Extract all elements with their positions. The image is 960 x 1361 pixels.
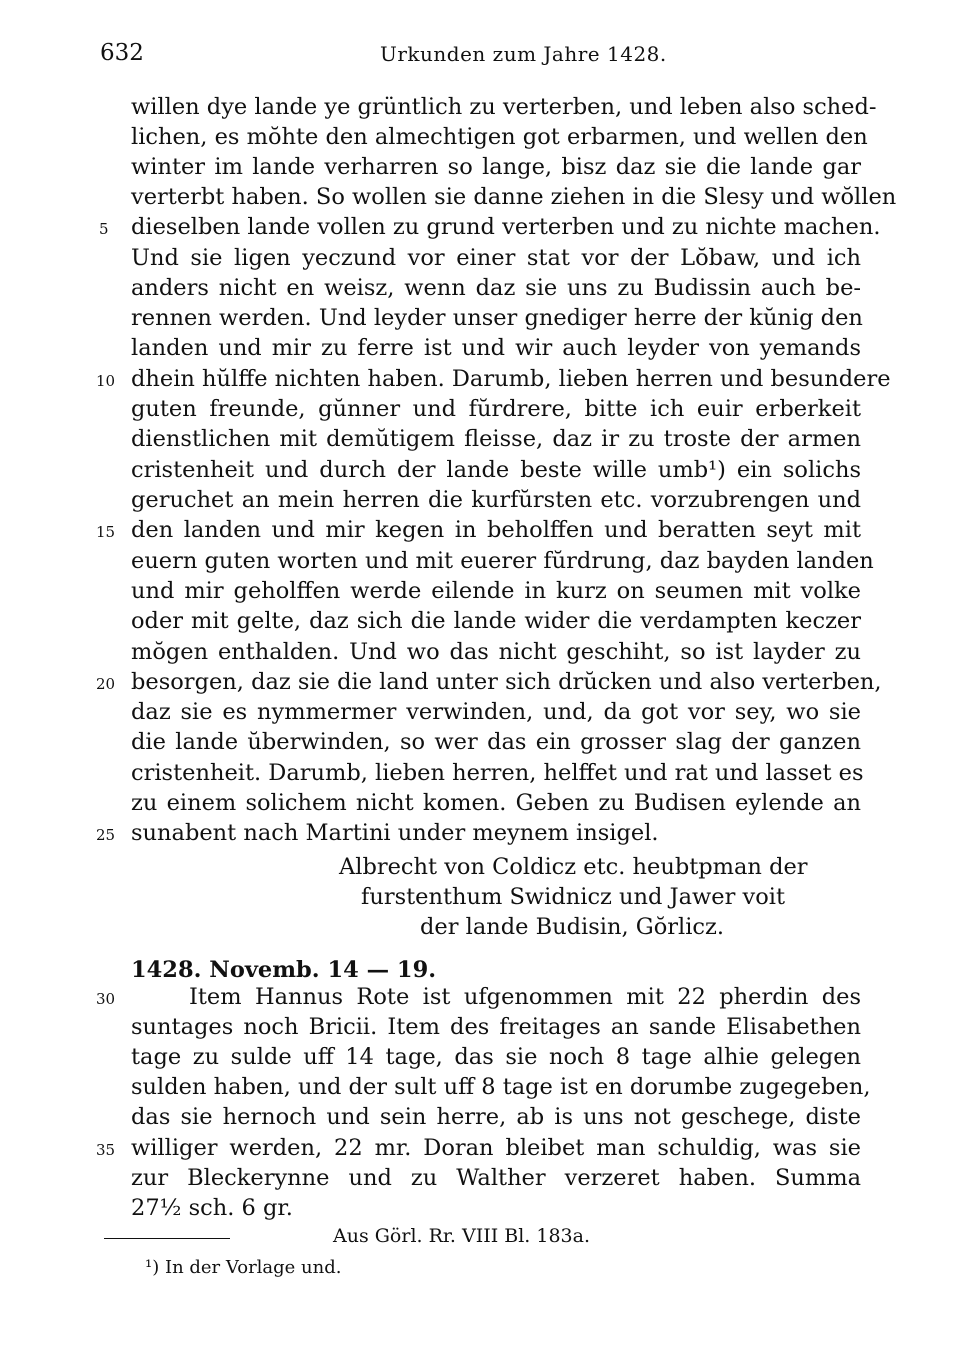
text-line: suntages noch Bricii. Item des freitages an sande Elisabethen: [131, 1014, 861, 1040]
text-line: cristenheit und durch der lande beste wille umb¹) ein solichs: [131, 457, 861, 483]
text-line: Und sie ligen yeczund vor einer stat vor der Lŏbaw, und ich: [131, 245, 861, 271]
source-note: Aus Görl. Rr. VIII Bl. 183a.: [333, 1225, 591, 1247]
text-line: dienstlichen mit demŭtigem fleisse, daz ir zu troste der armen: [131, 426, 861, 452]
text-line: geruchet an mein herren die kurfŭrsten etc. vorzubrengen und: [131, 487, 861, 513]
footnote: ¹) In der Vorlage und.: [145, 1257, 342, 1278]
text-line: verterbt haben. So wollen sie danne ziehen in die Slesy und wŏllen: [131, 184, 897, 210]
text-line: und mir geholffen werde eilende in kurz on seumen mit volke: [131, 578, 861, 604]
running-head: Urkunden zum Jahre 1428.: [380, 42, 667, 66]
line-number: 35: [96, 1141, 116, 1159]
footnote-rule: [104, 1238, 230, 1239]
text-line: guten freunde, gŭnner und fŭrdrere, bitte ich euir erberkeit: [131, 396, 861, 422]
line-number: 30: [96, 990, 116, 1008]
line-number: 5: [99, 220, 109, 238]
text-line: Item Hannus Rote ist ufgenommen mit 22 pherdin des: [189, 984, 861, 1010]
signature-line: furstenthum Swidnicz und Jawer voit: [361, 884, 785, 910]
text-line: cristenheit. Darumb, lieben herren, helffet und rat und lasset es: [131, 760, 864, 786]
text-line: das sie hernoch und sein herre, ab is uns not geschege, diste: [131, 1104, 861, 1130]
text-line: sulden haben, und der sult uff 8 tage ist en dorumbe zugegeben,: [131, 1074, 871, 1100]
text-line: anders nicht en weisz, wenn daz sie uns zu Budissin auch be-: [131, 275, 861, 301]
entry-heading: 1428. Novemb. 14 — 19.: [131, 957, 437, 983]
line-number: 15: [96, 523, 116, 541]
text-line: mŏgen enthalden. Und wo das nicht geschiht, so ist layder zu: [131, 639, 861, 665]
text-line: zur Bleckerynne und zu Walther verzeret haben. Summa: [131, 1165, 861, 1191]
text-line: rennen werden. Und leyder unser gnediger herre der kŭnig den: [131, 305, 863, 331]
text-line: die lande ŭberwinden, so wer das ein grosser slag der ganzen: [131, 729, 861, 755]
signature-line: Albrecht von Coldicz etc. heubtpman der: [339, 854, 808, 880]
text-line: zu einem solichem nicht komen. Geben zu Budisen eylende an: [131, 790, 861, 816]
text-line: dhein hŭlffe nichten haben. Darumb, lieben herren und besundere: [131, 366, 891, 392]
text-line: lichen, es mŏhte den almechtigen got erbarmen, und wellen den: [131, 124, 868, 150]
line-number: 25: [96, 826, 116, 844]
text-line: sunabent nach Martini under meynem insigel.: [131, 820, 659, 846]
page-number: 632: [100, 40, 144, 66]
text-line: oder mit gelte, daz sich die lande wider die verdampten keczer: [131, 608, 861, 634]
text-line: euern guten worten und mit euerer fŭrdrung, daz bayden landen: [131, 548, 874, 574]
signature-line: der lande Budisin, Gŏrlicz.: [420, 914, 725, 940]
text-line: willen dye lande ye grüntlich zu verterben, und leben also sched-: [131, 94, 877, 120]
text-line: besorgen, daz sie die land unter sich drŭcken und also verterben,: [131, 669, 882, 695]
text-line: 27½ sch. 6 gr.: [131, 1195, 293, 1221]
page-header: [100, 40, 860, 76]
text-line: den landen und mir kegen in beholffen und beratten seyt mit: [131, 517, 861, 543]
text-line: winter im lande verharren so lange, bisz daz sie die lande gar: [131, 154, 861, 180]
text-line: daz sie es nymmermer verwinden, und, da got vor sey, wo sie: [131, 699, 861, 725]
text-line: tage zu sulde uff 14 tage, das sie noch 8 tage alhie gelegen: [131, 1044, 861, 1070]
text-line: williger werden, 22 mr. Doran bleibet man schuldig, was sie: [131, 1135, 861, 1161]
line-number: 20: [96, 675, 116, 693]
text-line: dieselben lande vollen zu grund verterben und zu nichte machen.: [131, 214, 881, 240]
line-number: 10: [96, 372, 116, 390]
text-line: landen und mir zu ferre ist und wir auch leyder von yemands: [131, 335, 861, 361]
